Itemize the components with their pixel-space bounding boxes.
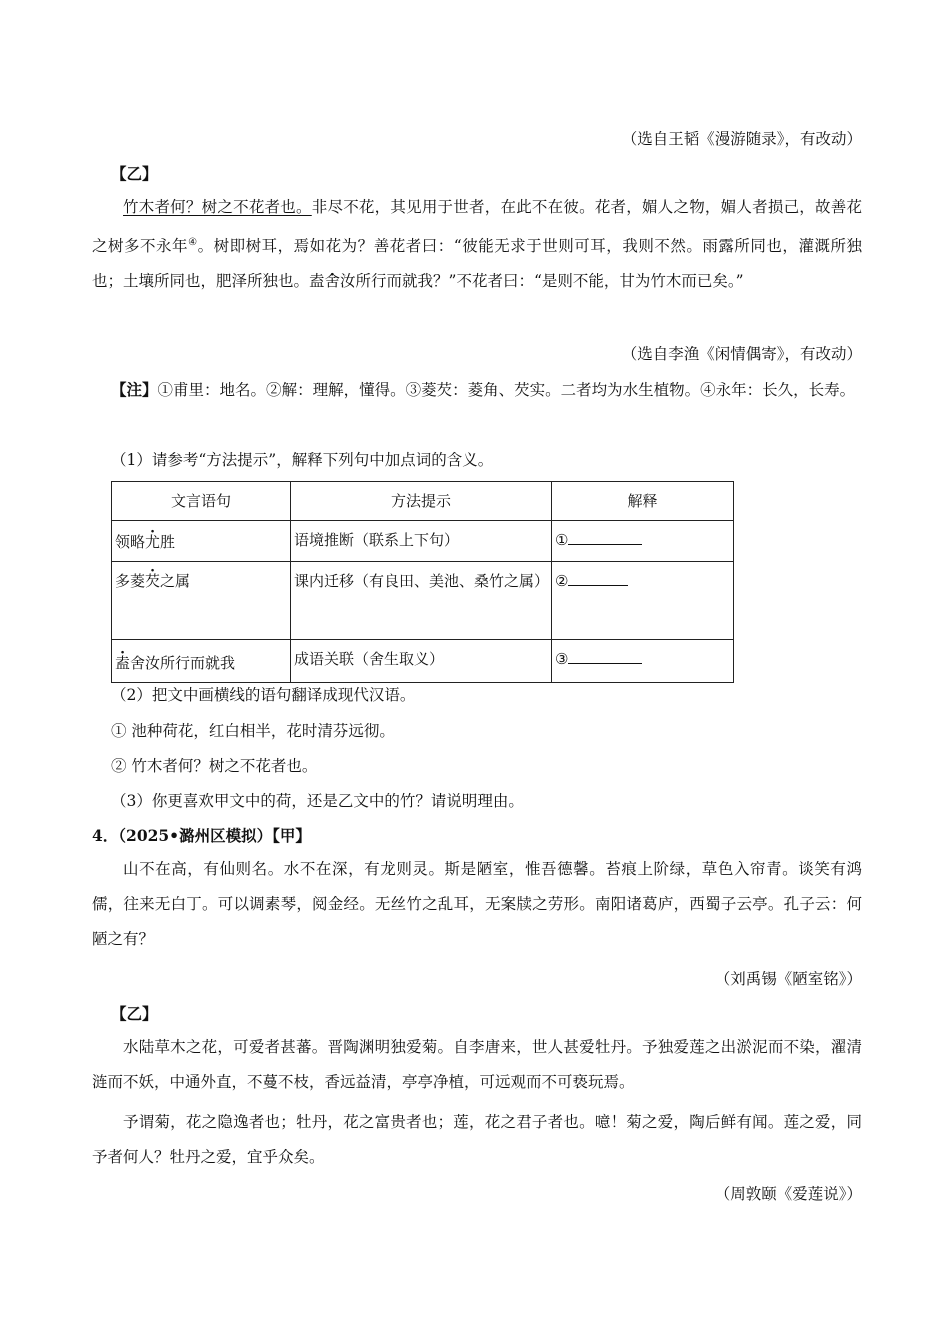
table-cell-sentence [112, 640, 291, 683]
sentence-text: 多菱 [115, 572, 146, 590]
table-cell-hint: 课内迁移（有良田、美池、桑竹之属） [291, 562, 552, 640]
dotted-char: 芡 [145, 572, 161, 590]
note-1: 甫里：地名。 [173, 381, 267, 399]
sentence-text: 之属 [160, 572, 191, 590]
table-row [112, 562, 734, 640]
source-citation-4: （周敦颐《爱莲说》） [714, 1185, 862, 1203]
question-4-number: 4． [92, 826, 119, 845]
notes [111, 372, 862, 408]
answer-mark: ③ [555, 650, 569, 668]
question-4-header [92, 825, 311, 847]
question-3: （3）你更喜欢甲文中的荷，还是乙文中的竹？请说明理由。 [111, 792, 524, 810]
passage-yi-2-p2: 予谓菊，花之隐逸者也；牡丹，花之富贵者也；莲，花之君子者也。噫！菊之爱，陶后鲜有闻。莲之爱，同予者何人？牡丹之爱，宜乎众矣。 [92, 1113, 862, 1166]
table-cell-hint: 成语关联（舍生取义） [291, 640, 552, 683]
note-4: 永年：长久，长寿。 [715, 381, 856, 399]
note-3: 菱芡：菱角、芡实。二者均为水生植物。 [421, 381, 701, 399]
note-4-mark: ④ [700, 381, 716, 399]
table-cell-answer [552, 640, 734, 683]
table-cell-sentence [112, 521, 291, 562]
passage-yi-part1: 非尽不花，其见用于世者，在此不在彼。花者，媚人之物，媚人者损己，故善花之树多不永年 [92, 198, 862, 256]
answer-mark: ① [555, 531, 569, 549]
question-2: （2）把文中画横线的语句翻译成现代汉语。 [111, 686, 416, 704]
table-header-cell: 方法提示 [291, 482, 552, 521]
question-4-source: （2025•潞州区模拟）【甲】 [118, 826, 311, 845]
answer-blank[interactable] [568, 528, 642, 545]
question-2-item-2: ② 竹木者何？树之不花者也。 [111, 757, 318, 775]
note-2-mark: ② [266, 381, 282, 399]
sentence-text: 胜 [160, 533, 176, 551]
source-citation-3: （刘禹锡《陋室铭》） [714, 970, 862, 988]
source-citation-2: （选自李渔《闲情偶寄》，有改动） [621, 345, 862, 363]
table-header-cell: 文言语句 [112, 482, 291, 521]
table-cell-sentence [112, 562, 291, 640]
answer-blank[interactable] [568, 647, 642, 664]
note-2: 解：理解，懂得。 [281, 381, 406, 399]
section-label-yi: 【乙】 [111, 164, 158, 183]
table-cell-answer [552, 562, 734, 640]
footnote-mark-4: ④ [188, 237, 198, 248]
dotted-char: 盍 [115, 654, 131, 672]
sentence-text: 领略 [115, 533, 146, 551]
underlined-sentence: 竹木者何？树之不花者也。 [123, 198, 312, 216]
method-table [111, 481, 734, 683]
source-citation-1: （选自王韬《漫游随录》，有改动） [621, 130, 862, 148]
question-2-item-1: ① 池种荷花，红白相半，花时清芬远彻。 [111, 722, 395, 740]
table-header-cell: 解释 [552, 482, 734, 521]
passage-yi [92, 190, 862, 299]
answer-blank[interactable] [568, 569, 628, 586]
passage-jia-2: 山不在高，有仙则名。水不在深，有龙则灵。斯是陋室，惟吾德馨。苔痕上阶绿，草色入帘青。谈笑有鸿儒，往来无白丁。可以调素琴，阅金经。无丝竹之乱耳，无案牍之劳形。南阳诸葛庐，西蜀子云亭。孔子云：何陋之有？ [92, 860, 862, 948]
table-cell-answer [552, 521, 734, 562]
question-1: （1）请参考“方法提示”，解释下列句中加点词的含义。 [111, 451, 494, 469]
notes-head: 【注】 [111, 380, 158, 399]
note-1-mark: ① [157, 381, 174, 399]
table-row [112, 640, 734, 683]
passage-yi-2-p1: 水陆草木之花，可爱者甚蕃。晋陶渊明独爱菊。自李唐来，世人甚爱牡丹。予独爱莲之出淤泥而不染，濯清涟而不妖，中通外直，不蔓不枝，香远益清，亭亭净植，可远观而不可亵玩焉。 [92, 1038, 862, 1091]
sentence-text: 舍汝所行而就我 [130, 654, 236, 672]
table-row [112, 521, 734, 562]
note-3-mark: ③ [405, 381, 422, 399]
section-label-yi-2: 【乙】 [111, 1004, 158, 1023]
dotted-char: 尤 [145, 533, 161, 551]
dotted-char: 盍 [309, 272, 325, 291]
table-header-row [112, 482, 734, 521]
table-cell-hint: 语境推断（联系上下句） [291, 521, 552, 562]
passage-yi-part3: 舍汝所行而就我？”不花者曰：“是则不能，甘为竹木而已矣。” [324, 272, 744, 291]
answer-mark: ② [555, 572, 569, 590]
passage-yi-part2: 。树即树耳，焉如花为？善花者曰：“彼能无求于世则可耳，我则不然。雨露所同也，灌溉所独也；土壤所同也，肥泽所独也。 [92, 237, 862, 291]
